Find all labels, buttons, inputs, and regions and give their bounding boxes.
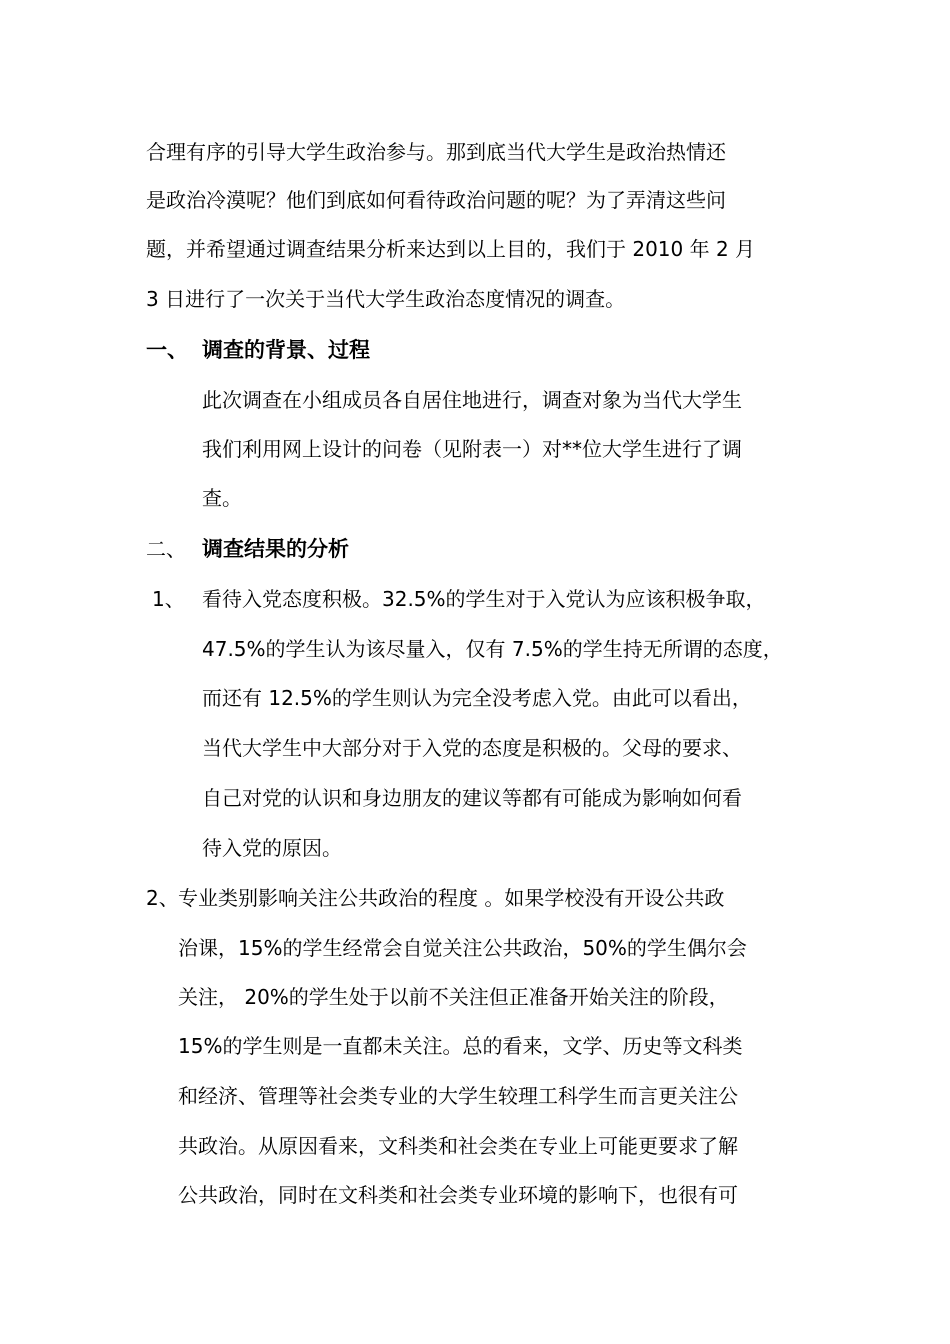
intro-line-3: 题，并希望通过调查结果分析来达到以上目的，我们于 2010 年 2 月 <box>146 237 756 261</box>
section1-title: 调查的背景、过程 <box>202 338 370 362</box>
item1-line-2: 47.5%的学生认为该尽量入，仅有 7.5%的学生持无所谓的态度， <box>202 637 783 661</box>
item2-line-1: 专业类别影响关注公共政治的程度 。如果学校没有开设公共政 <box>178 886 725 910</box>
intro-line-1: 合理有序的引导大学生政治参与。那到底当代大学生是政治热情还 <box>146 140 726 164</box>
item1-line-6: 待入党的原因。 <box>202 836 342 860</box>
item1-line-4: 当代大学生中大部分对于入党的态度是积极的。父母的要求、 <box>202 736 742 760</box>
section2-title: 调查结果的分析 <box>202 537 349 561</box>
item2-marker: 2、 <box>146 886 179 910</box>
item2-line-6: 共政治。从原因看来，文科类和社会类在专业上可能更要求了解 <box>178 1134 738 1158</box>
item1-marker: 1、 <box>152 587 185 611</box>
section1-line-1: 此次调查在小组成员各自居住地进行，调查对象为当代大学生 <box>202 388 742 412</box>
section2-marker: 二、 <box>146 537 186 561</box>
item2-line-4: 15%的学生则是一直都未关注。总的看来，文学、历史等文科类 <box>178 1034 743 1058</box>
item1-line-5: 自己对党的认识和身边朋友的建议等都有可能成为影响如何看 <box>202 786 742 810</box>
item2-line-3: 关注， 20%的学生处于以前不关注但正准备开始关注的阶段， <box>178 985 729 1009</box>
item1-line-1: 看待入党态度积极。32.5%的学生对于入党认为应该积极争取， <box>202 587 766 611</box>
section1-line-2: 我们利用网上设计的问卷（见附表一）对**位大学生进行了调 <box>202 437 742 461</box>
intro-line-2: 是政治冷漠呢？他们到底如何看待政治问题的呢？为了弄清这些问 <box>146 188 726 212</box>
section1-marker: 一、 <box>146 338 188 362</box>
intro-line-4: 3 日进行了一次关于当代大学生政治态度情况的调查。 <box>146 287 626 311</box>
item2-line-5: 和经济、管理等社会类专业的大学生较理工科学生而言更关注公 <box>178 1084 738 1108</box>
section1-line-3: 查。 <box>202 486 242 510</box>
item2-line-2: 治课，15%的学生经常会自觉关注公共政治，50%的学生偶尔会 <box>178 936 747 960</box>
item2-line-7: 公共政治，同时在文科类和社会类专业环境的影响下，也很有可 <box>178 1183 738 1207</box>
item1-line-3: 而还有 12.5%的学生则认为完全没考虑入党。由此可以看出， <box>202 686 752 710</box>
